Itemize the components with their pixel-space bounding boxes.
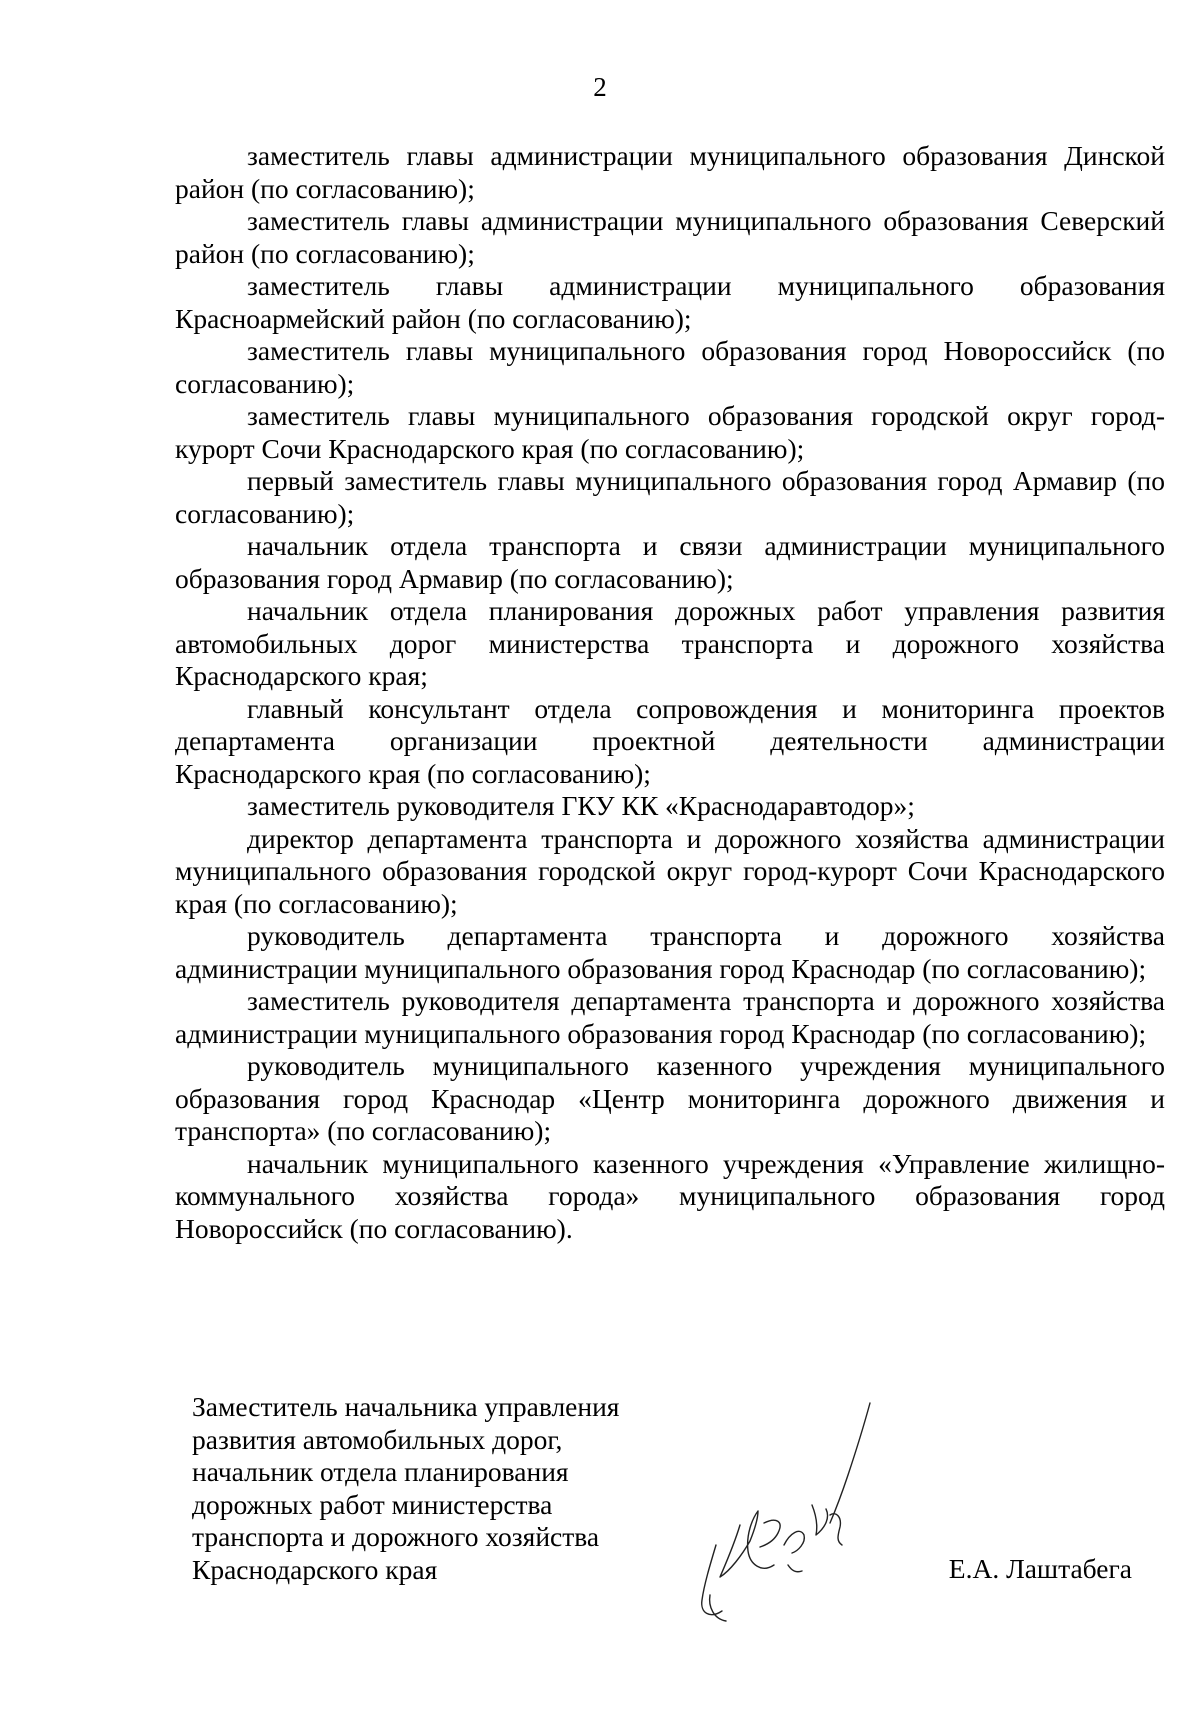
signer-position-line: Заместитель начальника управления bbox=[192, 1391, 620, 1422]
signer-position bbox=[192, 1391, 662, 1586]
list-item: заместитель главы администрации муниципального образования Динской район (по согласованию); bbox=[175, 140, 1165, 204]
page-number: 2 bbox=[593, 72, 607, 102]
list-item: заместитель главы муниципального образования город Новороссийск (по согласованию); bbox=[175, 335, 1165, 399]
list-item: заместитель главы администрации муниципального образования Северский район (по согласованию); bbox=[175, 205, 1165, 269]
signer-name: Е.А. Лаштабега bbox=[948, 1553, 1132, 1584]
list-item: начальник отдела транспорта и связи администрации муниципального образования город Армавир (по согласованию); bbox=[175, 530, 1165, 594]
list-item: руководитель департамента транспорта и дорожного хозяйства администрации муниципального образования город Краснодар (по согласованию); bbox=[175, 920, 1165, 984]
handwritten-signature bbox=[680, 1395, 880, 1625]
members-list bbox=[175, 140, 1165, 1245]
list-item: руководитель муниципального казенного учреждения муниципального образования город Краснодар «Центр мониторинга дорожного движения и транспорта» (по согласованию); bbox=[175, 1050, 1165, 1146]
signer-position-line: Краснодарского края bbox=[192, 1553, 438, 1585]
signer-position-line: транспорта и дорожного хозяйства bbox=[192, 1521, 600, 1552]
list-item: заместитель руководителя ГКУ КК «Краснодаравтодор»; bbox=[247, 790, 915, 821]
list-item: директор департамента транспорта и дорожного хозяйства администрации муниципального образования городской округ город-курорт Сочи Краснодарского края (по согласованию); bbox=[175, 822, 1165, 919]
list-item: заместитель главы муниципального образования городской округ город-курорт Сочи Краснодарского края (по согласованию); bbox=[175, 400, 1165, 464]
signer-position-line: начальник отдела планирования bbox=[192, 1456, 569, 1487]
signer-position-line: развития автомобильных дорог, bbox=[192, 1423, 563, 1455]
list-item: заместитель главы администрации муниципального образования Красноармейский район (по согласованию); bbox=[175, 270, 1165, 334]
signer-position-line: дорожных работ министерства bbox=[192, 1488, 553, 1520]
list-item: начальник отдела планирования дорожных работ управления развития автомобильных дорог министерства транспорта и дорожного хозяйства Краснодарского края; bbox=[175, 595, 1165, 691]
list-item: первый заместитель главы муниципального образования город Армавир (по согласованию); bbox=[175, 465, 1165, 529]
list-item: главный консультант отдела сопровождения и мониторинга проектов департамента организации проектной деятельности администрации Краснодарского края (по согласованию); bbox=[175, 692, 1165, 789]
list-item: начальник муниципального казенного учреждения «Управление жилищно-коммунального хозяйства города» муниципального образования город Новороссийск (по согласованию). bbox=[175, 1147, 1165, 1244]
list-item: заместитель руководителя департамента транспорта и дорожного хозяйства администрации муниципального образования город Краснодар (по согласованию); bbox=[175, 985, 1165, 1049]
